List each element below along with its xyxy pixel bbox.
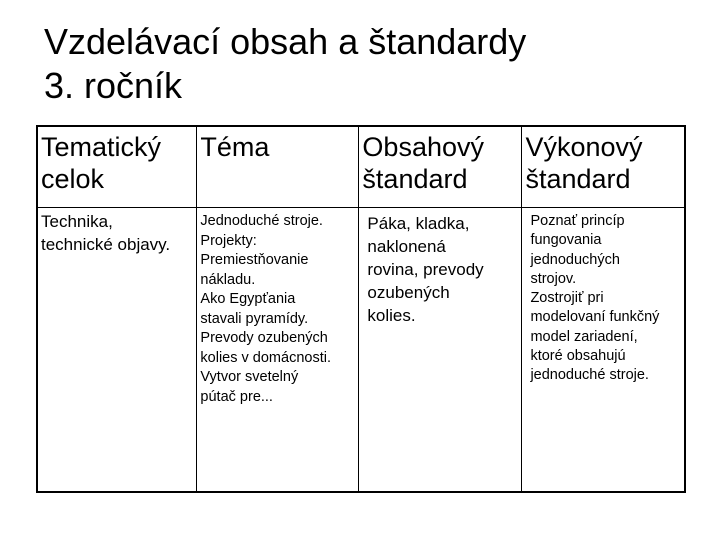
content-standard-line: ozubených: [367, 283, 450, 302]
performance-standard-line: Poznať princíp: [530, 213, 625, 229]
performance-standard-line: modelovaní funkčný: [530, 309, 660, 326]
table-header-row: [37, 126, 685, 208]
tema-line: kolies v domácnosti.: [200, 349, 331, 366]
performance-standard-line: Zostrojiť pri: [530, 290, 604, 307]
tema-line: pútač pre...: [200, 388, 273, 405]
content-standard-line: naklonená: [367, 237, 446, 256]
header-performance-standard-line-2: štandard: [525, 164, 631, 194]
topic-line: technické objavy.: [41, 235, 171, 254]
cell-content-standard: [359, 208, 522, 493]
performance-standard-line: fungovania: [530, 232, 602, 249]
content-standard-line: Páka, kladka,: [367, 214, 470, 233]
tema-line: Prevody ozubených: [200, 330, 328, 346]
header-thematic-unit-line-1: Tematický: [41, 132, 162, 162]
header-content-standard-line-2: štandard: [362, 164, 468, 194]
performance-standard-line: jednoduché stroje.: [530, 367, 649, 384]
tema-line: Ako Egypťania: [200, 291, 296, 307]
header-content-standard: [359, 126, 522, 208]
header-performance-standard-line-1: Výkonový: [525, 132, 643, 162]
tema-line: Premiestňovanie: [200, 252, 309, 268]
header-thematic-unit: [37, 126, 197, 208]
tema-line: Vytvor svetelný: [200, 369, 299, 385]
table-row: [37, 208, 685, 493]
cell-thematic-unit: [37, 208, 197, 493]
topic-line: Technika,: [41, 212, 113, 231]
slide-title-line-1: Vzdelávací obsah a štandardy: [44, 21, 527, 62]
header-topic: [197, 126, 359, 208]
performance-standard-line: jednoduchých: [530, 251, 620, 268]
header-topic-line-1: Téma: [200, 132, 270, 162]
cell-performance-standard: [522, 208, 685, 493]
header-thematic-unit-line-2: celok: [41, 164, 105, 194]
tema-line: Projekty:: [200, 232, 257, 249]
header-content-standard-line-1: Obsahový: [362, 132, 484, 162]
tema-line: Jednoduché stroje.: [200, 213, 323, 229]
slide-title-line-2: 3. ročník: [44, 65, 183, 106]
performance-standard-line: ktoré obsahujú: [530, 348, 626, 365]
header-performance-standard: [522, 126, 685, 208]
performance-standard-line: model zariadení,: [530, 328, 638, 345]
slide-title: [44, 20, 526, 108]
content-standard-line: rovina, prevody: [367, 260, 484, 279]
standards-table: [36, 125, 686, 493]
performance-standard-line: strojov.: [530, 270, 577, 287]
tema-line: stavali pyramídy.: [200, 310, 309, 327]
cell-topic: [197, 208, 359, 493]
content-standard-line: kolies.: [367, 306, 416, 325]
tema-line: nákladu.: [200, 271, 256, 288]
